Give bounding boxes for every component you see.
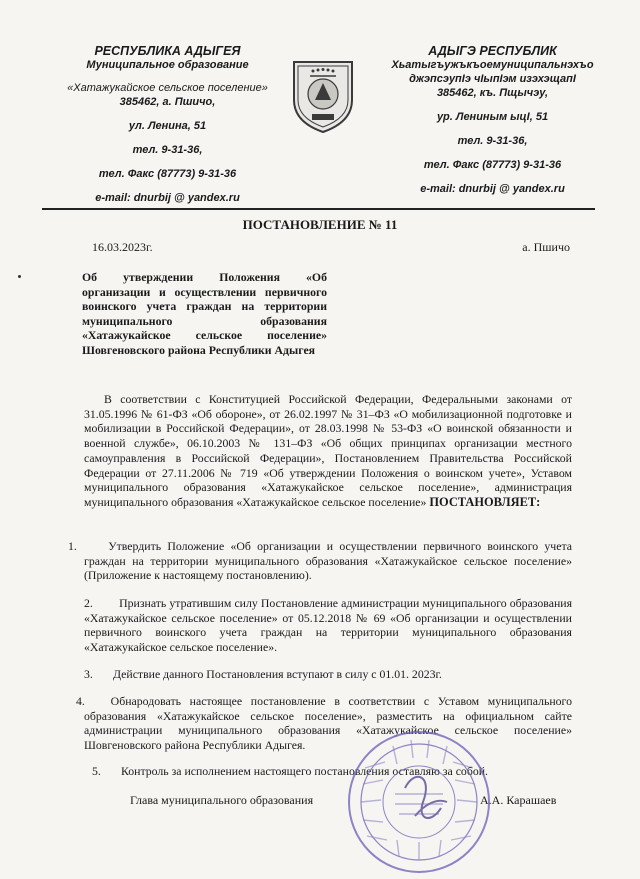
decree-title: ПОСТАНОВЛЕНИЕ № 11 [242, 217, 398, 232]
item-text: Утвердить Положение «Об организации и осуществлении первичного воинского учета граждан на территории муниципального образования «Хатажукайское сельское поселение» (Приложение к настоящему постановлению). [84, 539, 572, 583]
item-number: 5. [92, 764, 101, 778]
fax-ady: тел. Факс (87773) 9-31-36 [423, 159, 562, 171]
header-left [50, 44, 285, 205]
fax-ru: тел. Факс (87773) 9-31-36 [98, 168, 237, 180]
signer-title: Глава муниципального образования [130, 793, 314, 807]
list-item [84, 764, 572, 779]
list-item [68, 539, 572, 583]
item-text: Действие данного Постановления вступают в силу с 01.01. 2023г. [112, 667, 442, 681]
settlement-ru: «Хатажукайское сельское поселение» [67, 82, 268, 94]
list-item [84, 667, 572, 682]
item-number: 2. [84, 596, 93, 610]
list-item [76, 694, 572, 753]
street-ady: ур. Лениным ыцI, 51 [436, 111, 549, 123]
adygea-emblem-icon [288, 56, 358, 134]
settlement-ady: джэпсэупIэ чIыпIэм изэхэщапI [409, 73, 576, 85]
item-number: 1. [68, 539, 77, 553]
list-item [84, 596, 572, 655]
header-divider [42, 208, 595, 210]
entity-ru: Муниципальное образование [86, 59, 249, 71]
item-text: Контроль за исполнением настоящего постановления оставляю за собой. [120, 764, 488, 778]
item-number: 3. [84, 667, 93, 681]
postcode-ady: 385462, къ. Пщычэу, [436, 87, 549, 99]
phone-ru: тел. 9-31-36, [132, 144, 203, 156]
entity-ady: Хьатыгъужъкъоемуниципальнэхъо [391, 59, 594, 71]
margin-mark [18, 275, 21, 278]
decree-date: 16.03.2023г. [92, 240, 153, 254]
postcode-ru: 385462, а. Пшичо, [119, 96, 216, 108]
republic-name-ady: АДЫГЭ РЕСПУБЛИК [428, 44, 557, 58]
phone-ady: тел. 9-31-36, [457, 135, 528, 147]
resolves-heading: ПОСТАНОВЛЯЕТ: [429, 494, 541, 509]
header-right [390, 44, 595, 196]
street-ru: ул. Ленина, 51 [128, 120, 207, 132]
decree-place: а. Пшичо [522, 240, 570, 254]
preamble [84, 392, 572, 510]
decree-subject: Об утверждении Положения «Об организации и осуществлении первичного воинского учета граждан на территории муниципального образования «Хатажукайское сельское поселение» Шовгеновского района Республики Адыгея [82, 270, 327, 357]
signer-name: А.А. Карашаев [480, 793, 557, 807]
item-text: Признать утратившим силу Постановление администрации муниципального образования «Хатажукайское сельское поселение» от 05.12.2018 № 69 «Об организации и осуществлении первичного воинского учета граждан на территории муниципального образования «Хатажукайское сельское поселение». [84, 596, 572, 655]
item-text: Обнародовать настоящее постановление в соответствии с Уставом муниципального образования «Хатажукайское сельское поселение», разместить на официальном сайте администрации муниципального образования «Хатажукайское сельское поселение» Шовгеновского района Республики Адыгея. [84, 694, 572, 753]
email-ady: e-mail: dnurbij @ yandex.ru [420, 183, 565, 195]
republic-name-ru: РЕСПУБЛИКА АДЫГЕЯ [94, 44, 241, 58]
preamble-text: В соответствии с Конституцией Российской Федерации, Федеральными законами от 31.05.1996 № 61-ФЗ «Об обороне», от 26.02.1997 № 31–ФЗ «О мобилизационной подготовке и мобилизации в Российской Федерации», от 28.03.1998 № 53-ФЗ «О воинской обязанности и военной службе», 06.10.2003 № 131–ФЗ «Об общих принципах организации местного самоуправления в Российской Федерации», Постановлением Правительства Российской Федерации от 27.11.2006 № 719 «Об утверждении Положения о воинском учете», Уставом муниципального образования «Хатажукайское сельское поселение», администрация муниципального образования «Хатажукайское сельское поселение» [84, 392, 572, 509]
official-stamp-icon [345, 728, 493, 876]
item-number: 4. [76, 694, 85, 708]
email-ru: e-mail: dnurbij @ yandex.ru [95, 192, 240, 204]
